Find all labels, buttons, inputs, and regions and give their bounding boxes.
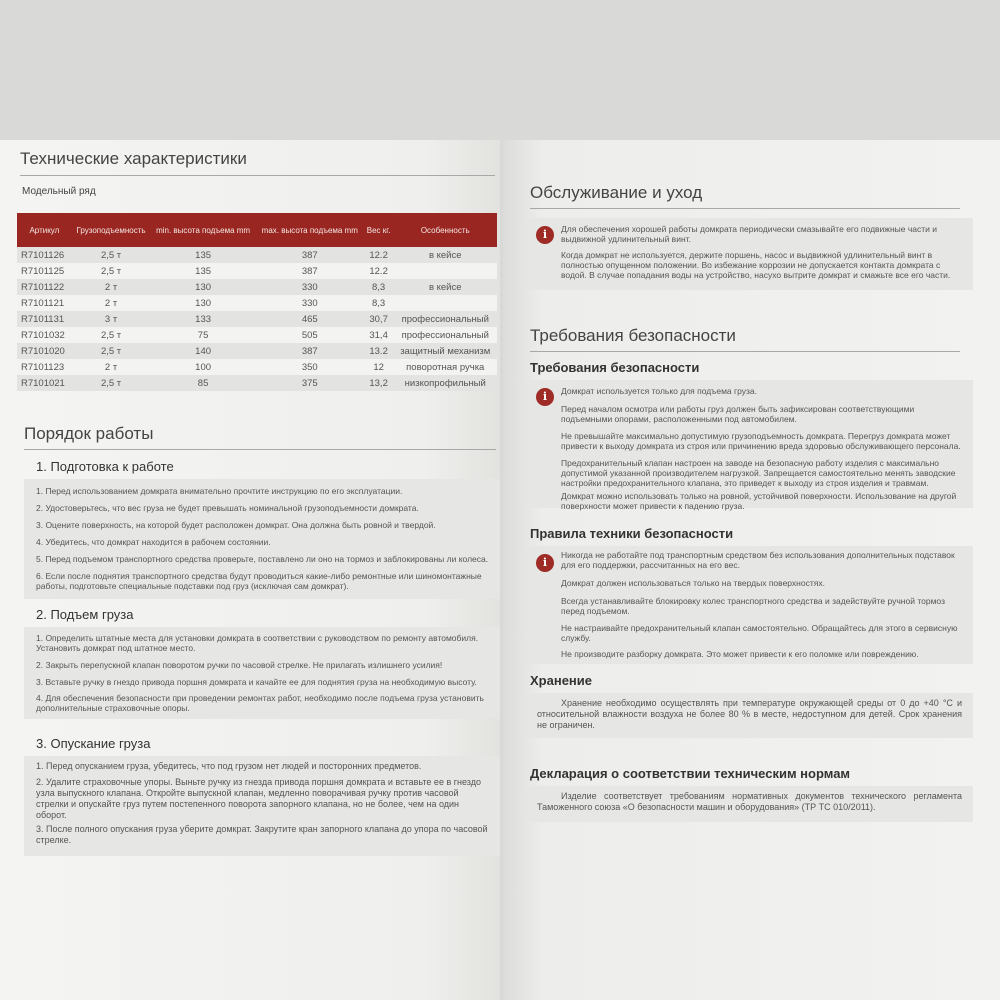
list-item: 6. Если после поднятия транспортного средства будут проводиться какие-либо ремонтные или шиномонтажные работы, подготовьте специальные подставки под груз (исключая сам домкрат). [36,571,482,591]
table-cell: 2,5 т [72,327,151,343]
section-lowering-title: 3. Опускание груза [36,736,151,751]
table-cell: 12.2 [364,263,394,279]
list-item: 2. Закрыть перепускной клапан поворотом ручки по часовой стрелке. Не прилагать излишнего усилия! [36,660,443,670]
table-cell: 505 [256,327,364,343]
table-row [17,375,497,391]
table-cell: 133 [150,311,256,327]
table-cell: профессиональный [394,311,498,327]
table-cell: 75 [150,327,256,343]
warning-icon: i [536,226,554,244]
list-item: 1. Определить штатные места для установки домкрата в соответствии с руководством по ремонту автомобиля. Установить домкрат под штатное место. [36,633,479,653]
list-item: 5. Перед подъемом транспортного средства проверьте, поставлено ли оно на тормоз и заблокированы ли колеса. [36,554,489,564]
table-row [17,247,497,263]
table-cell: 8,3 [364,279,394,295]
table-header-row [17,213,497,247]
safety-subheading: Требования безопасности [530,360,700,375]
divider [530,351,960,352]
rules-item: Всегда устанавливайте блокировку колес транспортного средства и задействуйте ручной тормоз перед подъемом. [561,596,945,616]
storage-text: Хранение необходимо осуществлять при температуре окружающей среды от 0 до +40 °С и относительной влажности воздуха не более 80 % в месте, недоступном для детей. Срок хранения не ограничен. [537,698,962,730]
table-header-cell: max. высота подъема mm [256,213,364,247]
table-cell: 30,7 [364,311,394,327]
table-cell: 13,2 [364,375,394,391]
safety-rules-subheading: Правила техники безопасности [530,526,734,541]
table-cell: поворотная ручка [394,359,498,375]
table-cell: 465 [256,311,364,327]
declaration-subheading: Декларация о соответствии техническим нормам [530,766,851,781]
table-cell: 387 [256,263,364,279]
table-cell: 3 т [72,311,151,327]
table-cell: профессиональный [394,327,498,343]
table-header-cell: Особенность [394,213,498,247]
table-cell: 2,5 т [72,375,151,391]
list-item: 4. Убедитесь, что домкрат находится в рабочем состоянии. [36,537,271,547]
table-cell: 2 т [72,359,151,375]
table-row [17,327,497,343]
list-item: 3. После полного опускания груза уберите домкрат. Закрутите кран запорного клапана до упора по часовой стрелке. [36,824,488,845]
list-item: 1. Перед использованием домкрата внимательно прочтите инструкцию по его эксплуатации. [36,486,403,496]
rules-item: Не производите разборку домкрата. Это может привести к его поломке или повреждению. [561,649,919,659]
table-cell: 350 [256,359,364,375]
table-cell: 13.2 [364,343,394,359]
table-cell: 140 [150,343,256,359]
left-page [0,140,500,1000]
warning-icon: i [536,388,554,406]
storage-subheading: Хранение [530,673,592,688]
section-preparation-title: 1. Подготовка к работе [36,459,174,474]
right-page [503,140,1000,1000]
safety-title: Требования безопасности [530,326,736,345]
rules-item: Не настраивайте предохранительный клапан самостоятельно. Обращайтесь для этого в сервисную службу. [561,623,958,643]
table-row [17,343,497,359]
safety-item: Предохранительный клапан настроен на заводе на безопасную работу изделия с максимально допустимой указанной производителем нагрузкой. Запрещается самостоятельно менять заводские настройки предохранительного клапана, это приведет к выходу из строя изделия и травмам. [561,458,956,488]
table-cell: R7101021 [17,375,72,391]
rules-item: Никогда не работайте под транспортным средством без использования дополнительных подставок для его поддержки, рассчитанных на его вес. [561,550,955,570]
safety-item: Перед началом осмотра или работы груз должен быть зафиксирован соответствующими подъемными опорами, расположенными под автомобилем. [561,404,915,424]
storage-box [525,693,973,738]
table-header-cell: Артикул [17,213,72,247]
table-cell: в кейсе [394,279,498,295]
table-cell: в кейсе [394,247,498,263]
table-cell: 375 [256,375,364,391]
table-cell: 100 [150,359,256,375]
table-cell: R7101131 [17,311,72,327]
service-paragraph: Когда домкрат не используется, держите поршень, насос и выдвижной удлинительный винт в полностью опущенном положении. Во избежание коррозии не допускается контакта домкрата с водой. В случае попадания воды на устройство, насухо вытрите домкрат и смажьте все его части. [561,250,951,280]
list-item: 2. Удалите страховочные упоры. Выньте ручку из гнезда привода поршня домкрата и вставьте ее в гнездо узла выпускного клапана. Откройте выпускной клапан, медленно поворачивая ручку против часовой стрелки и опускайте груз путем постепенного поворота запорного клапана, но не более, чем на один оборот. [36,777,481,820]
table-cell: 31,4 [364,327,394,343]
table-header-cell: Грузоподъемность [72,213,151,247]
service-paragraph: Для обеспечения хорошей работы домкрата периодически смазывайте его подвижные части и выдвижной удлинительный винт. [561,224,938,244]
lowering-box [24,756,500,856]
table-cell: 2,5 т [72,343,151,359]
table-cell: R7101125 [17,263,72,279]
safety-item: Домкрат используется только для подъема груза. [561,386,757,396]
safety-box [525,380,973,511]
table-cell: 12 [364,359,394,375]
table-cell: низкопрофильный [394,375,498,391]
table-cell: R7101020 [17,343,72,359]
warning-icon: i [536,554,554,572]
service-title: Обслуживание и уход [530,183,703,202]
lifting-box [24,627,500,719]
table-cell: 2 т [72,279,151,295]
table-header-cell: Вес кг. [364,213,394,247]
procedure-title: Порядок работы [24,424,154,443]
divider [530,208,960,209]
table-cell: 8,3 [364,295,394,311]
preparation-box [24,479,500,599]
table-cell: 12.2 [364,247,394,263]
section-lifting-title: 2. Подъем груза [36,607,134,622]
declaration-text: Изделие соответствует требованиям нормативных документов технического регламента Таможенного союза «О безопасности машин и оборудования» (ТР ТС 010/2011). [537,791,962,812]
list-item: 4. Для обеспечения безопасности при проведении ремонтах работ, необходимо после подъема груза установить дополнительные страховочные опоры. [36,693,484,713]
table-row [17,311,497,327]
table-cell: R7101032 [17,327,72,343]
table-cell [394,295,498,311]
declaration-box [525,786,973,822]
list-item: 3. Оцените поверхность, на которой будет расположен домкрат. Она должна быть ровной и твердой. [36,520,436,530]
table-cell: 330 [256,279,364,295]
divider [24,449,496,450]
table-cell: 2 т [72,295,151,311]
table-row [17,263,497,279]
list-item: 1. Перед опусканием груза, убедитесь, что под грузом нет людей и посторонних предметов. [36,761,422,771]
tech-specs-title: Технические характеристики [20,149,247,168]
divider [20,175,495,176]
table-cell: 330 [256,295,364,311]
table-cell: R7101121 [17,295,72,311]
table-cell: R7101123 [17,359,72,375]
table-cell [394,263,498,279]
safety-item: Не превышайте максимально допустимую грузоподъемность домкрата. Перегруз домкрата может привести к выходу домкрата из строя или причинению вреда здоровью обслуживающего персонала. [561,431,961,451]
list-item: 2. Удостоверьтесь, что вес груза не будет превышать номинальной грузоподъемности домкрата. [36,503,419,513]
table-cell: R7101126 [17,247,72,263]
table-cell: R7101122 [17,279,72,295]
table-row [17,359,497,375]
list-item: 3. Вставьте ручку в гнездо привода поршня домкрата и качайте ее для поднятия груза на необходимую высоту. [36,677,477,687]
table-row [17,295,497,311]
table-cell: 387 [256,247,364,263]
table-cell: 2,5 т [72,247,151,263]
table-row [17,279,497,295]
table-cell: защитный механизм [394,343,498,359]
model-range-label: Модельный ряд [22,186,96,197]
rules-item: Домкрат должен использоваться только на твердых поверхностях. [561,578,825,588]
safety-item: Домкрат можно использовать только на ровной, устойчивой поверхности. Использование на другой поверхности может привести к падению груза. [561,491,957,511]
service-box [525,218,973,290]
table-cell: 135 [150,247,256,263]
table-cell: 85 [150,375,256,391]
table-cell: 130 [150,279,256,295]
rules-box [525,546,973,664]
spec-table [17,213,497,391]
table-header-cell: min. высота подъема mm [150,213,256,247]
table-cell: 387 [256,343,364,359]
table-cell: 130 [150,295,256,311]
table-cell: 135 [150,263,256,279]
table-cell: 2,5 т [72,263,151,279]
